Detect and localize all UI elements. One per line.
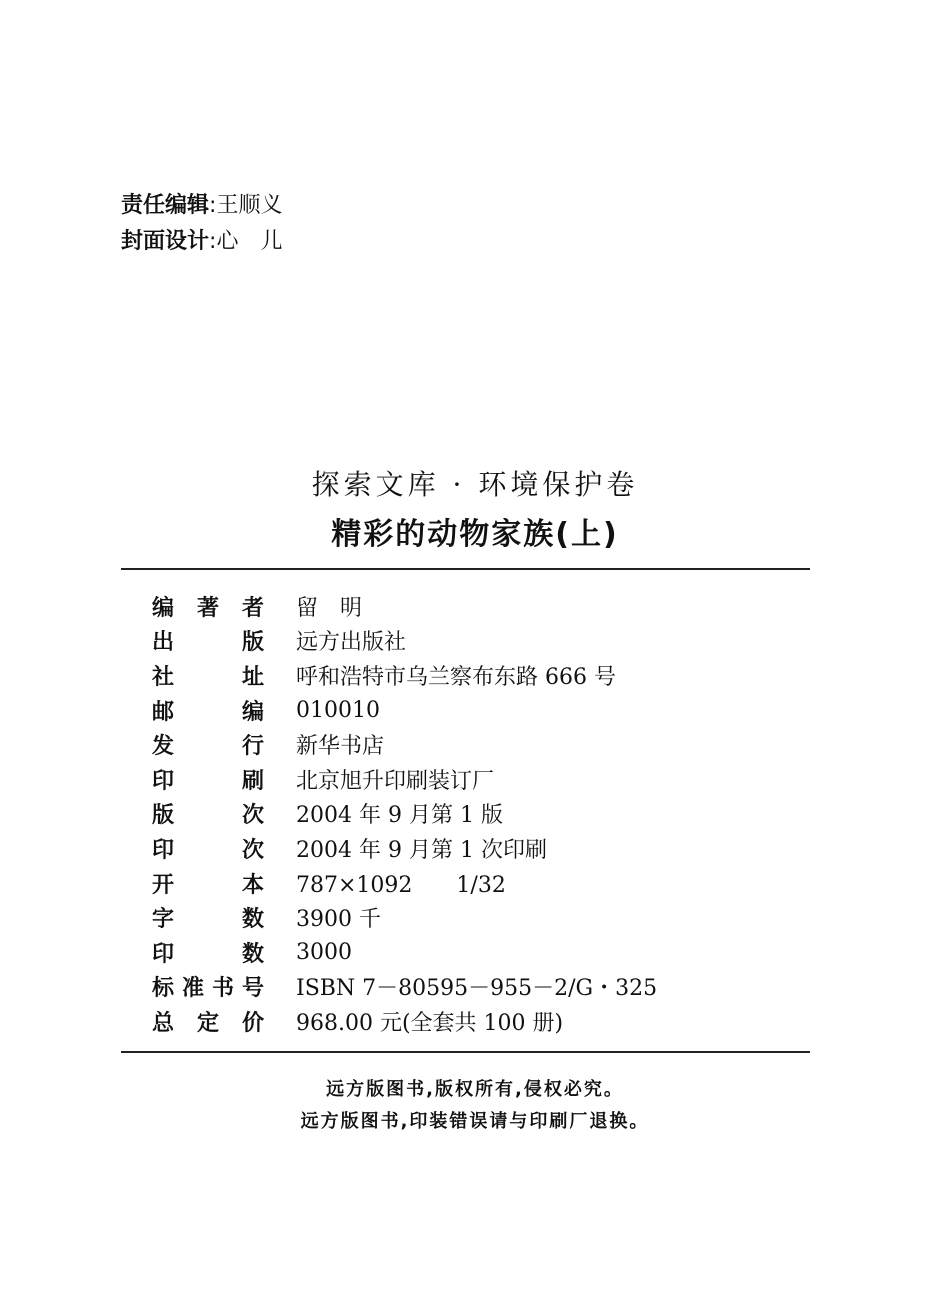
info-row: [152, 762, 802, 797]
info-label: [152, 660, 264, 691]
info-label-char: 印: [152, 837, 175, 863]
info-label-char: 标: [152, 976, 175, 1002]
info-label: [152, 868, 264, 899]
info-label: [152, 937, 264, 968]
info-row: [152, 935, 802, 970]
info-value: 010010: [296, 697, 380, 723]
info-label-char: 址: [241, 664, 264, 690]
credit-editor-value: 王顺义: [216, 193, 283, 218]
info-row: [152, 693, 802, 728]
info-label-char: 开: [152, 872, 175, 898]
credit-cover-design: [121, 224, 282, 260]
info-label-char: 总: [152, 1010, 175, 1036]
info-row: [152, 589, 802, 624]
info-label-char: 印: [152, 768, 175, 794]
credit-editor-label: 责任编辑: [121, 193, 210, 218]
info-label-char: 刷: [241, 768, 264, 794]
info-label: [152, 695, 264, 726]
info-label-char: 号: [241, 976, 264, 1002]
info-label-char: 发: [152, 734, 175, 760]
info-label: [152, 764, 264, 795]
info-label-char: 编: [241, 699, 264, 725]
info-value: 968.00 元(全套共 100 册): [296, 1010, 564, 1036]
info-value: ISBN 7－80595－955－2/G・325: [296, 976, 658, 1002]
info-label: [152, 971, 264, 1002]
info-row: [152, 658, 802, 693]
copyright-notice: 远方版图书,版权所有,侵权必究。: [326, 1079, 624, 1100]
info-label: [152, 833, 264, 864]
bottom-divider: [121, 1051, 810, 1053]
info-row: [152, 727, 802, 762]
info-value: 北京旭升印刷装订厂: [296, 768, 495, 794]
info-label-char: 本: [241, 872, 264, 898]
info-value: 3000: [296, 939, 352, 965]
info-label-char: 字: [152, 907, 175, 933]
info-label-char: 印: [152, 941, 175, 967]
credits-block: [121, 188, 282, 260]
info-value: 3900 千: [296, 907, 381, 933]
info-value: 留 明: [296, 595, 363, 621]
info-label-char: 行: [241, 734, 264, 760]
info-row: [152, 624, 802, 659]
info-label-char: 编: [152, 595, 175, 621]
series-title: 探索文库 · 环境保护卷: [311, 468, 639, 501]
info-value: 远方出版社: [296, 630, 407, 656]
info-label-char: 著: [196, 595, 219, 621]
info-label: [152, 625, 264, 656]
credit-editor-separator: :: [209, 193, 217, 218]
info-row: [152, 900, 802, 935]
info-label: [152, 902, 264, 933]
info-label-char: 价: [241, 1010, 264, 1036]
top-divider: [121, 568, 810, 570]
info-label-char: 邮: [152, 699, 175, 725]
credit-cover-design-value: 心 儿: [216, 229, 283, 254]
info-label-char: 出: [152, 630, 175, 656]
info-label-char: 者: [241, 595, 264, 621]
publication-info-table: [152, 589, 802, 1039]
info-row: [152, 866, 802, 901]
info-label-char: 版: [152, 803, 175, 829]
info-label-char: 准: [181, 976, 204, 1002]
info-label-char: 次: [241, 803, 264, 829]
info-row: [152, 970, 802, 1005]
credit-editor: [121, 188, 282, 224]
info-label-char: 数: [241, 941, 264, 967]
info-value: 2004 年 9 月第 1 次印刷: [296, 837, 547, 863]
info-label: [152, 798, 264, 829]
info-value: 2004 年 9 月第 1 版: [296, 803, 503, 829]
info-value: 787×1092 1/32: [296, 872, 506, 898]
info-label: [152, 591, 264, 622]
info-row: [152, 797, 802, 832]
info-label-char: 数: [241, 907, 264, 933]
info-value: 新华书店: [296, 734, 385, 760]
info-label: [152, 729, 264, 760]
info-value: 呼和浩特市乌兰察布东路 666 号: [296, 664, 616, 690]
info-row: [152, 1004, 802, 1039]
credit-cover-design-separator: :: [209, 229, 217, 254]
info-label-char: 书: [211, 976, 234, 1002]
info-row: [152, 831, 802, 866]
info-label-char: 定: [196, 1010, 219, 1036]
info-label-char: 次: [241, 837, 264, 863]
return-notice: 远方版图书,印装错误请与印刷厂退换。: [300, 1111, 650, 1132]
info-label: [152, 1006, 264, 1037]
book-title: 精彩的动物家族(上): [331, 517, 619, 552]
info-label-char: 版: [241, 630, 264, 656]
credit-cover-design-label: 封面设计: [121, 229, 210, 254]
info-label-char: 社: [152, 664, 175, 690]
